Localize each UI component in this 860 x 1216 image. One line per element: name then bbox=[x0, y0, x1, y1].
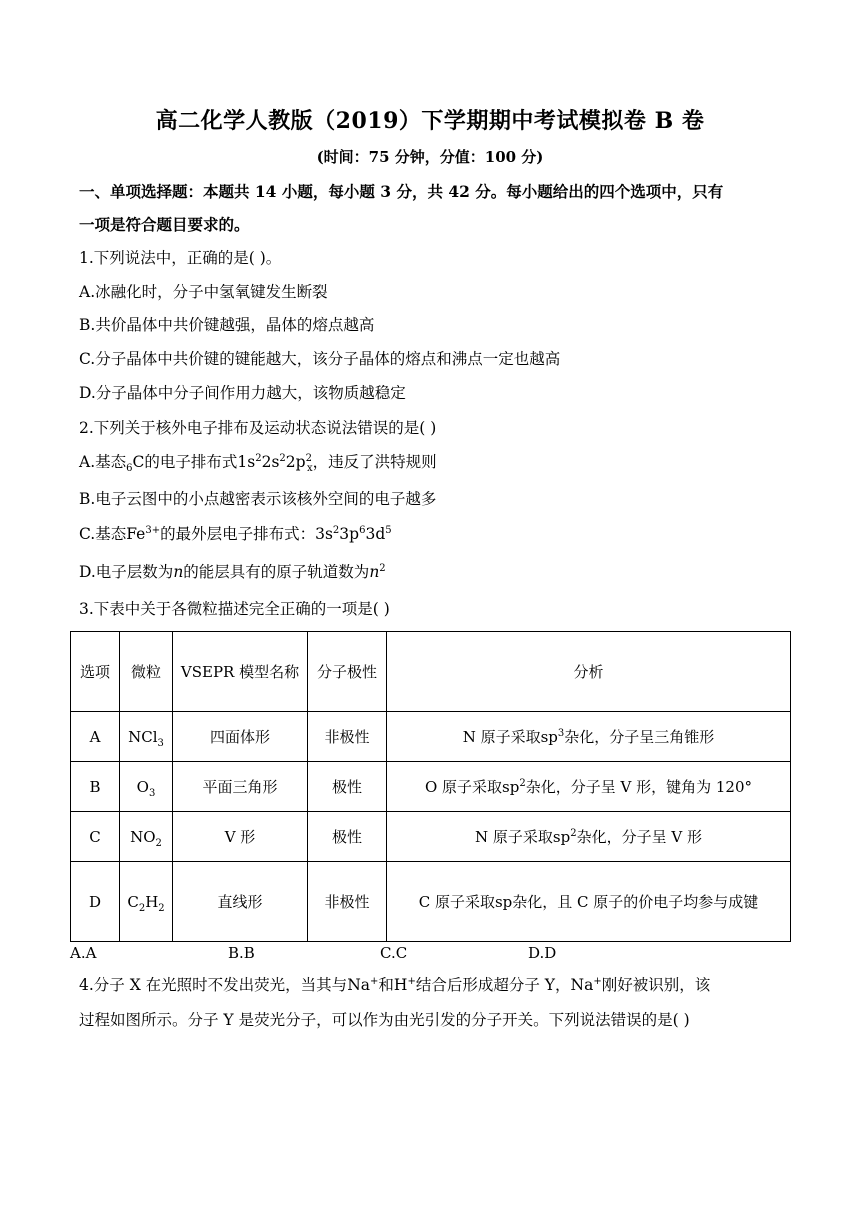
q4-text-3: 刚好被识别，该 bbox=[601, 976, 711, 994]
q4-text-2: 结合后形成超分子 Y， bbox=[415, 976, 571, 994]
header-particle: 微粒 bbox=[120, 632, 173, 712]
q2-a-element: C bbox=[132, 453, 145, 471]
q2-c-ion: Fe bbox=[126, 525, 146, 543]
q2-c-prefix: C.基态 bbox=[79, 525, 127, 543]
sodium-ion-2: Na bbox=[570, 976, 594, 994]
q4-stem-line1: 4.分子 X 在光照时不发出荧光，当其与Na+和H+结合后形成超分子 Y，Na+刚好被识别，该 bbox=[79, 975, 711, 994]
row-polarity: 极性 bbox=[308, 812, 387, 862]
q2-d-n: n bbox=[173, 563, 184, 581]
q1-option-b: B.共价晶体中共价键越强，晶体的熔点越高 bbox=[79, 316, 375, 334]
q3-option-b: B.B bbox=[228, 944, 255, 962]
row-analysis: N 原子采取$sp^2$杂化，分子呈 V 形 bbox=[387, 812, 791, 862]
analysis-prefix: N 原子采取 bbox=[475, 827, 553, 846]
electron-configuration-formula: $1s^22s^22p^2_x$ bbox=[237, 452, 313, 475]
q2-a-suffix: ，违反了洪特规则 bbox=[312, 453, 437, 471]
hydrogen-ion: H bbox=[393, 976, 408, 994]
section-heading-line2: 一项是符合题目要求的。 bbox=[79, 215, 250, 234]
q2-option-d bbox=[79, 562, 386, 582]
header-polarity: 分子极性 bbox=[308, 632, 387, 712]
row-analysis: N 原子采取$sp^3$杂化，分子呈三角锥形 bbox=[387, 712, 791, 762]
row-shape: V 形 bbox=[173, 812, 308, 862]
q4-stem-line2: 过程如图所示。分子 Y 是荧光分子，可以作为由光引发的分子开关。下列说法错误的是( ) bbox=[79, 1011, 690, 1029]
q2-d-prefix: D.电子层数为 bbox=[79, 563, 174, 581]
q1-option-c: C.分子晶体中共价键的键能越大，该分子晶体的熔点和沸点一定也越高 bbox=[79, 350, 561, 368]
analysis-suffix: 杂化，分子呈三角锥形 bbox=[564, 727, 715, 746]
page-subtitle: (时间：75 分钟，分值：100 分) bbox=[316, 148, 544, 166]
q1-option-a: A.冰融化时，分子中氢氧键发生断裂 bbox=[79, 283, 328, 301]
q2-a-prefix: A.基态 bbox=[79, 453, 127, 471]
row-particle: $O_3$ bbox=[120, 762, 173, 812]
q2-option-b: B.电子云图中的小点越密表示该核外空间的电子越多 bbox=[79, 490, 437, 508]
row-option: D bbox=[71, 862, 120, 942]
q2-d-n2: n bbox=[369, 563, 380, 581]
row-option: C bbox=[71, 812, 120, 862]
header-analysis: 分析 bbox=[387, 632, 791, 712]
sodium-ion: Na bbox=[347, 976, 370, 994]
row-particle: $C_2H_2$ bbox=[120, 862, 173, 942]
q3-stem: 3.下表中关于各微粒描述完全正确的一项是( ) bbox=[79, 600, 390, 618]
q2-a-mid: 的电子排布式 bbox=[144, 453, 238, 471]
q2-c-charge: 3+ bbox=[145, 524, 161, 536]
q1-stem: 1.下列说法中，正确的是( )。 bbox=[79, 249, 282, 267]
row-analysis: C 原子采取sp杂化，且 C 原子的价电子均参与成键 bbox=[387, 862, 791, 942]
row-shape: 平面三角形 bbox=[173, 762, 308, 812]
q3-option-a: A.A bbox=[70, 944, 97, 962]
analysis-suffix: 杂化，分子呈 V 形 bbox=[576, 827, 702, 846]
row-polarity: 极性 bbox=[308, 762, 387, 812]
row-particle: NCl$_3$ bbox=[120, 712, 173, 762]
table-row bbox=[71, 862, 791, 942]
q2-d-mid: 的能层具有的原子轨道数为 bbox=[183, 563, 370, 581]
q2-c-mid: 的最外层电子排布式： bbox=[160, 525, 316, 543]
q3-option-c: C.C bbox=[380, 944, 408, 962]
row-shape: 直线形 bbox=[173, 862, 308, 942]
q2-option-c bbox=[79, 524, 392, 544]
q2-option-a bbox=[79, 452, 437, 475]
header-option: 选项 bbox=[71, 632, 120, 712]
q2-d-exponent: 2 bbox=[379, 562, 386, 574]
row-shape: 四面体形 bbox=[173, 712, 308, 762]
analysis-suffix: 杂化，分子呈 V 形，键角为 120° bbox=[525, 777, 753, 796]
analysis-suffix: 杂化，且 C 原子的价电子均参与成键 bbox=[512, 892, 759, 911]
q1-option-d: D.分子晶体中分子间作用力越大，该物质越稳定 bbox=[79, 384, 406, 402]
table-header-row bbox=[71, 632, 791, 712]
q3-option-d: D.D bbox=[528, 944, 557, 962]
page-title: 高二化学人教版（2019）下学期期中考试模拟卷 B 卷 bbox=[155, 108, 705, 134]
q4-text-and: 和 bbox=[378, 976, 394, 994]
row-polarity: 非极性 bbox=[308, 712, 387, 762]
row-option: A bbox=[71, 712, 120, 762]
table-row bbox=[71, 712, 791, 762]
analysis-prefix: O 原子采取 bbox=[424, 777, 503, 796]
q3-table bbox=[70, 631, 791, 942]
analysis-prefix: N 原子采取 bbox=[462, 727, 541, 746]
row-polarity: 非极性 bbox=[308, 862, 387, 942]
section-heading-line1: 一、单项选择题：本题共 14 小题，每小题 3 分，共 42 分。每小题给出的四个选项中，只有 bbox=[79, 182, 724, 201]
q4-text-1: 4.分子 X 在光照时不发出荧光，当其与 bbox=[79, 976, 348, 994]
row-option: B bbox=[71, 762, 120, 812]
q2-stem: 2.下列关于核外电子排布及运动状态说法错误的是( ) bbox=[79, 419, 437, 437]
header-vsepr: VSEPR 模型名称 bbox=[173, 632, 308, 712]
outer-shell-configuration: $3s^23p^63d^5$ bbox=[315, 524, 392, 543]
q2-a-atomic-number: 6 bbox=[126, 463, 133, 475]
table-row bbox=[71, 812, 791, 862]
analysis-prefix: C 原子采取 bbox=[418, 892, 495, 911]
table-row bbox=[71, 762, 791, 812]
row-particle: $NO_2$ bbox=[120, 812, 173, 862]
row-analysis: O 原子采取$sp^2$杂化，分子呈 V 形，键角为 120° bbox=[387, 762, 791, 812]
